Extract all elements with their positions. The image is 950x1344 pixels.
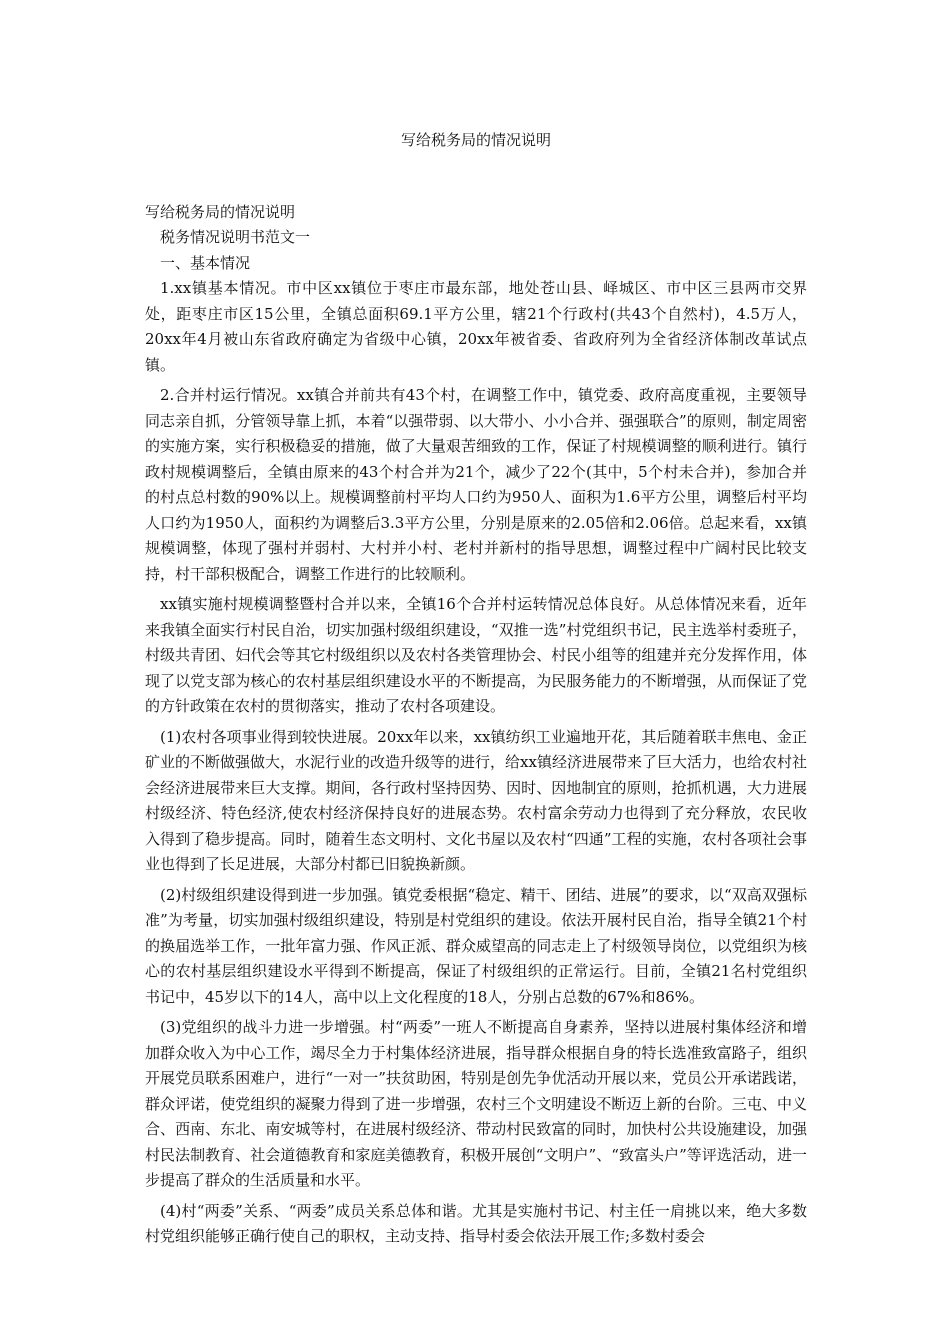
paragraph-town-overview: 1.xx镇基本情况。市中区xx镇位于枣庄市最东部，地处苍山县、峄城区、市中区三县两市交界处，距枣庄市区15公里，全镇总面积69.1平方公里，辖21个行政村(共43个自然村)，4.5万人，20xx年4月被山东省政府确定为省级中心镇，20xx年被省委、省政府列为全省经济体制改革试点镇。	[145, 279, 807, 374]
document-body	[145, 0, 807, 1250]
paragraph-village-merger: 2.合并村运行情况。xx镇合并前共有43个村，在调整工作中，镇党委、政府高度重视，主要领导同志亲自抓，分管领导靠上抓，本着“以强带弱、以大带小、小小合并、强强联合”的原则，制定周密的实施方案，实行积极稳妥的措施，做了大量艰苦细致的工作，保证了村规模调整的顺利进行。镇行政村规模调整后，全镇由原来的43个村合并为21个，减少了22个(其中，5个村未合并)，参加合并的村点总村数的90%以上。规模调整前村平均人口约为950人、面积为1.6平方公里，调整后村平均人口约为1950人，面积约为调整后3.3平方公里，分别是原来的2.05倍和2.06倍。总起来看，xx镇规模调整，体现了强村并弱村、大村并小村、老村并新村的指导思想，调整过程中广阔村民比较支持，村干部积极配合，调整工作进行的比较顺利。	[145, 386, 807, 583]
paragraph-point-1: (1)农村各项事业得到较快进展。20xx年以来，xx镇纺织工业遍地开花，其后随着联丰焦电、金正矿业的不断做强做大，水泥行业的改造升级等的进行，给xx镇经济进展带来了巨大活力，也给农村社会经济进展带来巨大支撑。期间，各行政村坚持因势、因时、因地制宜的原则，抢抓机遇，大力进展村级经济、特色经济,使农村经济保持良好的进展态势。农村富余劳动力也得到了充分释放，农民收入得到了稳步提高。同时，随着生态文明村、文化书屋以及农村“四通”工程的实施，农村各项社会事业也得到了长足进展，大部分村都已旧貌换新颜。	[145, 727, 807, 873]
document-subtitle: 写给税务局的情况说明	[145, 203, 296, 221]
paragraph-point-2: (2)村级组织建设得到进一步加强。镇党委根据“稳定、精干、团结、进展”的要求，以“双高双强标准”为考量，切实加强村级组织建设，特别是村党组织的建设。依法开展村民自治，指导全镇21个村的换届选举工作，一批年富力强、作风正派、群众威望高的同志走上了村级领导岗位，以党组织为核心的农村基层组织建设水平得到不断提高，保证了村级组织的正常运行。目前，全镇21名村党组织书记中，45岁以下的14人，高中以上文化程度的18人，分别占总数的67%和86%。	[145, 885, 807, 1006]
section-heading-basic: 一、基本情况	[160, 253, 251, 272]
section-heading-sample: 税务情况说明书范文一	[160, 228, 311, 246]
paragraph-merger-summary: xx镇实施村规模调整暨村合并以来，全镇16个合并村运转情况总体良好。从总体情况来看，近年来我镇全面实行村民自治，切实加强村级组织建设，“双推一选”村党组织书记，民主选举村委班子，村级共青团、妇代会等其它村级组织以及农村各类管理协会、村民小组等的组建并充分发挥作用，体现了以党支部为核心的农村基层组织建设水平的不断提高，为民服务能力的不断增强，从而保证了党的方针政策在农村的贯彻落实，推动了农村各项建设。	[145, 595, 807, 715]
paragraph-point-3: (3)党组织的战斗力进一步增强。村“两委”一班人不断提高自身素养，坚持以进展村集体经济和增加群众收入为中心工作，竭尽全力于村集体经济进展，指导群众根据自身的特长选准致富路子，组织开展党员联系困难户，进行“一对一”扶贫助困，特别是创先争优活动开展以来，党员公开承诺践诺，群众评诺，使党组织的凝聚力得到了进一步增强，农村三个文明建设不断迈上新的台阶。三屯、中义合、西南、东北、南安城等村，在进展村级经济、带动村民致富的同时，加快村公共设施建设，加强村民法制教育、社会道德教育和家庭美德教育，积极开展创“文明户”、“致富头户”等评选活动，进一步提高了群众的生活质量和水平。	[145, 1018, 807, 1189]
document-title: 写给税务局的情况说明	[400, 131, 551, 149]
paragraph-point-4: (4)村“两委”关系、“两委”成员关系总体和谐。尤其是实施村书记、村主任一肩挑以来，绝大多数村党组织能够正确行使自己的职权，主动支持、指导村委会依法开展工作;多数村委会	[145, 1201, 807, 1245]
